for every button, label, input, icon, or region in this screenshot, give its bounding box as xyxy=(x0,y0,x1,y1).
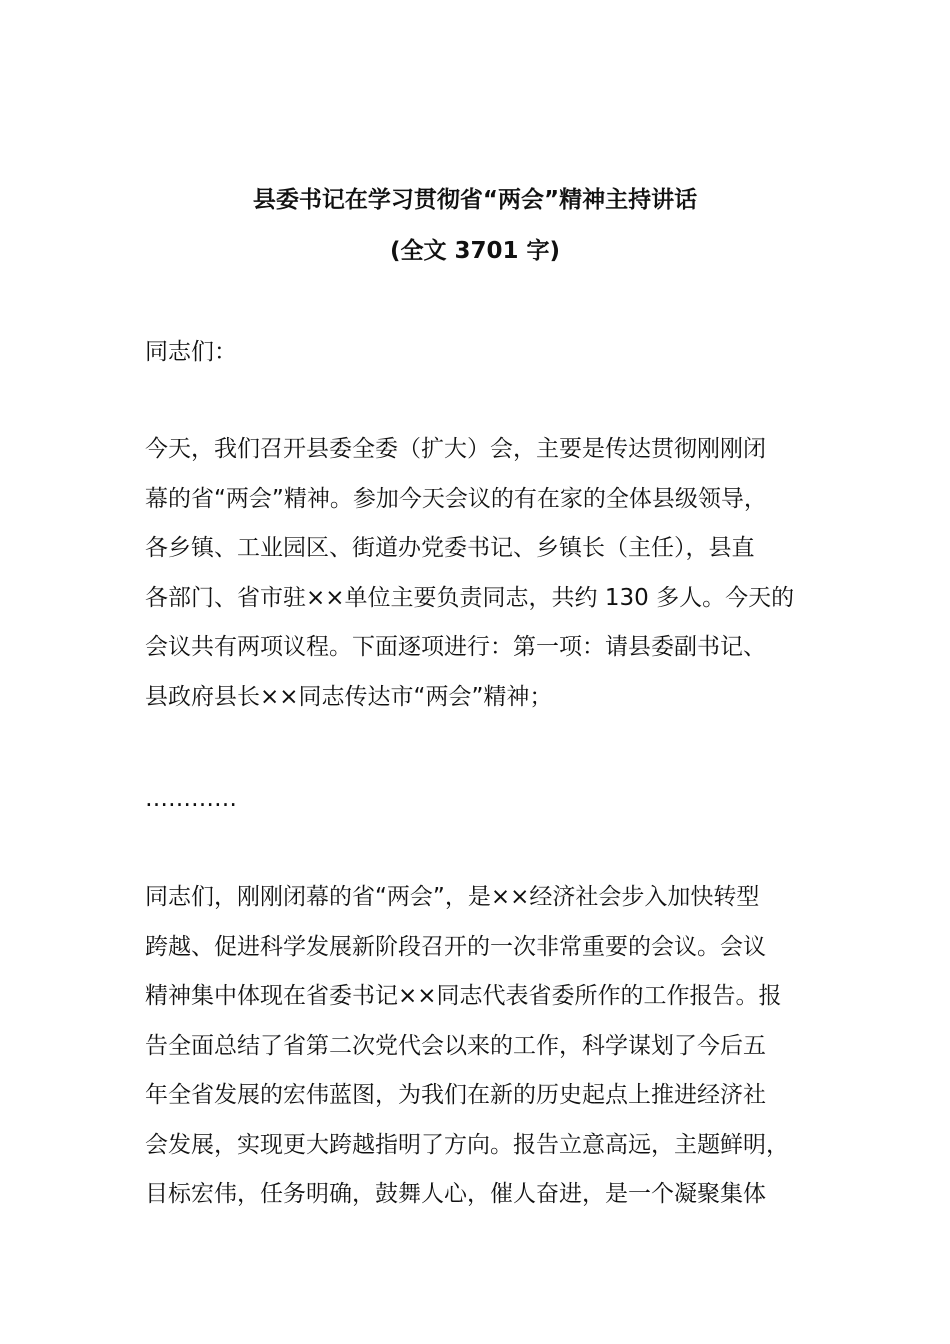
body-paragraph xyxy=(145,873,825,1220)
paragraph-line: 年全省发展的宏伟蓝图，为我们在新的历史起点上推进经济社 xyxy=(145,1082,766,1108)
paragraph-line: 同志们，刚刚闭幕的省“两会”，是××经济社会步入加快转型 xyxy=(145,884,760,910)
paragraph-line: 各部门、省市驻××单位主要负责同志，共约 130 多人。今天的 xyxy=(145,584,795,611)
paragraph-line: 会议共有两项议程。下面逐项进行：第一项：请县委副书记、 xyxy=(145,634,766,660)
paragraph-line: 今天，我们召开县委全委（扩大）会，主要是传达贯彻刚刚闭 xyxy=(145,436,766,462)
greeting-line: 同志们： xyxy=(145,339,237,365)
ellipsis-paragraph xyxy=(145,775,825,825)
paragraph-line: 目标宏伟，任务明确，鼓舞人心，催人奋进，是一个凝聚集体 xyxy=(145,1181,766,1207)
paragraph-line: 告全面总结了省第二次党代会以来的工作，科学谋划了今后五 xyxy=(145,1032,766,1059)
greeting-paragraph xyxy=(145,328,825,378)
ellipsis-line: ………… xyxy=(145,786,237,812)
document-subtitle: (全文 3701 字) xyxy=(389,238,561,264)
paragraph-line: 幕的省“两会”精神。参加今天会议的有在家的全体县级领导， xyxy=(145,485,767,512)
paragraph-line: 县政府县长××同志传达市“两会”精神； xyxy=(145,683,553,710)
intro-paragraph xyxy=(145,425,825,722)
document-title: 县委书记在学习贯彻省“两会”精神主持讲话 xyxy=(252,187,698,213)
paragraph-line: 各乡镇、工业园区、街道办党委书记、乡镇长（主任），县直 xyxy=(145,535,755,561)
paragraph-line: 跨越、促进科学发展新阶段召开的一次非常重要的会议。会议 xyxy=(145,933,766,960)
paragraph-line: 精神集中体现在省委书记××同志代表省委所作的工作报告。报 xyxy=(145,983,782,1009)
paragraph-line: 会发展，实现更大跨越指明了方向。报告立意高远，主题鲜明， xyxy=(145,1131,789,1158)
